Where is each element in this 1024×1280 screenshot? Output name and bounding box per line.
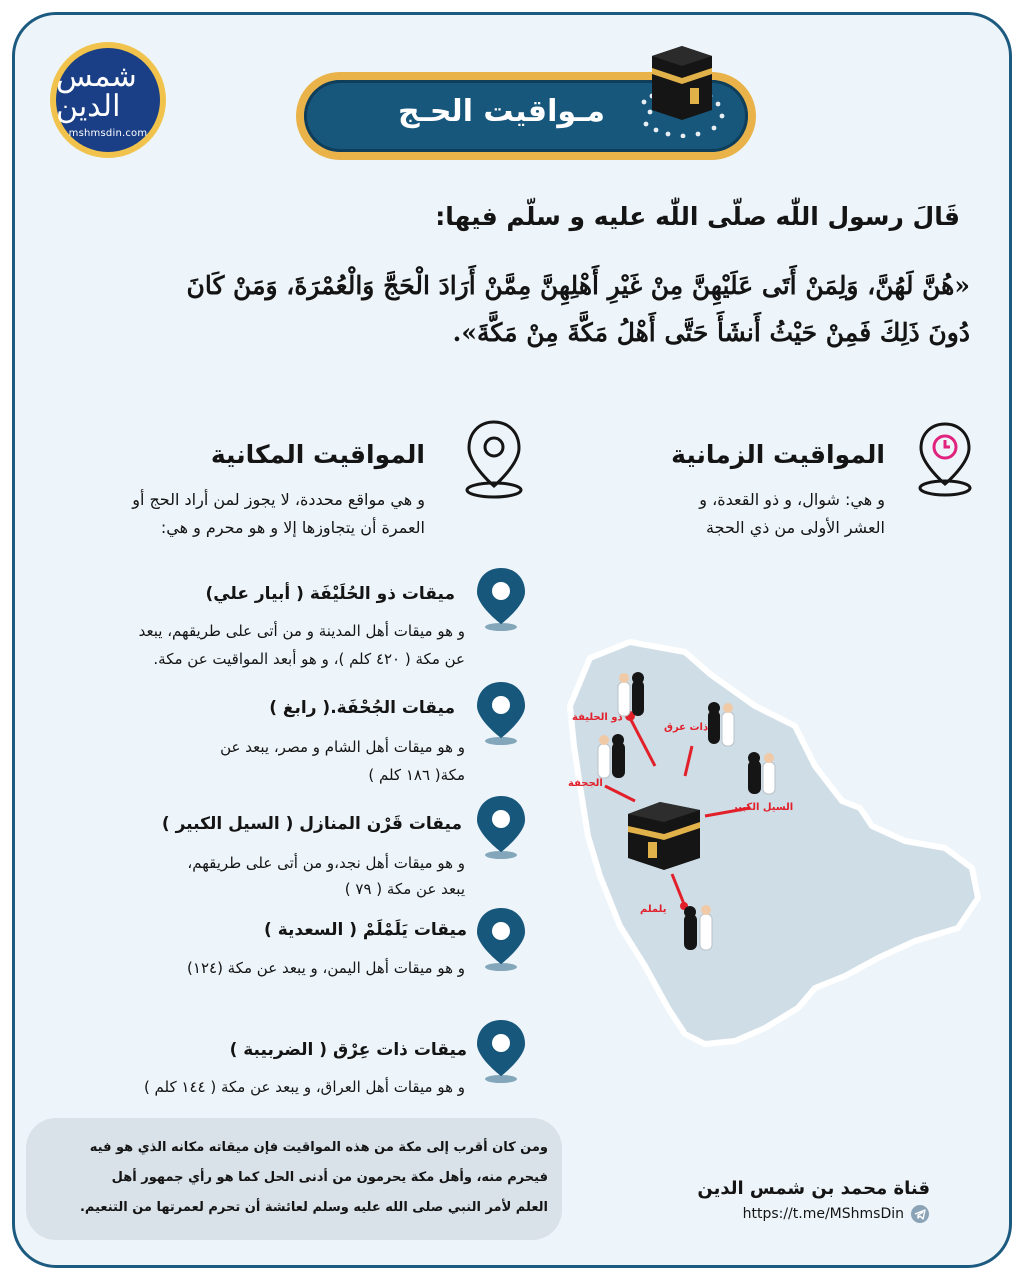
spatial-line-1: و هي مواقع محددة، لا يجوز لمن أراد الحج أو	[132, 490, 425, 509]
miqat-desc: مكة( ١٨٦ كلم )	[368, 766, 465, 784]
miqat-pin-icon	[474, 566, 528, 632]
location-pin-icon	[463, 418, 525, 500]
miqat-desc: عن مكة ( ٤٢٠ كلم )، و هو أبعد المواقيت عن مكة.	[153, 650, 465, 668]
map-label-sayl: السيل الكبير	[732, 802, 794, 813]
telegram-link[interactable]: https://t.me/MShmsDin	[742, 1206, 904, 1222]
telegram-icon	[910, 1204, 930, 1224]
kaaba-icon	[638, 42, 726, 138]
channel-logo	[50, 42, 166, 158]
miqat-title: ميقات قَرْن المنازل ( السيل الكبير )	[161, 814, 462, 834]
telegram-row[interactable]	[650, 1203, 930, 1225]
logo-url: mshmsdin.com	[68, 127, 148, 139]
clock-pin-icon	[916, 420, 974, 498]
map-label-dhul-hulayfah: ذو الحليفة	[572, 712, 623, 723]
miqat-desc: و هو ميقات أهل اليمن، و يبعد عن مكة (١٢٤)	[187, 959, 465, 977]
page-title: مـواقيت الحـج	[397, 94, 605, 129]
hadith-text: «هُنَّ لَهُنَّ، وَلِمَنْ أَتَى عَلَيْهِنَّ مِنْ غَيْرِ أَهْلِهِنَّ مِمَّنْ أَرَادَ الْحَجَّ وَالْعُمْرَةَ، وَمَنْ كَانَ دُونَ ذَلِكَ فَمِنْ حَيْثُ أَنشَأَ حَتَّى أَهْلُ مَكَّةَ مِنْ مَكَّةَ».	[186, 271, 970, 347]
miqat-pin-icon	[474, 794, 528, 860]
map-label-dhat-irq: ذات عرق	[664, 722, 709, 733]
spatial-line-2: العمرة أن يتجاوزها إلا و هو محرم و هي:	[160, 518, 425, 537]
temporal-line-1: و هي: شوال، و ذو القعدة، و	[699, 490, 885, 509]
note-line: العلم لأمر النبي صلى الله عليه وسلم لعائشة أن تحرم لعمرتها من التنعيم.	[79, 1200, 548, 1215]
miqat-desc: و هو ميقات أهل نجد،و من أتى على طريقهم،	[187, 854, 465, 872]
miqat-desc: و هو ميقات أهل العراق، و يبعد عن مكة ( ١٤٤ كلم )	[143, 1078, 465, 1096]
note-line: فيحرم منه، وأهل مكة يحرمون من أدنى الحل كما هو رأي جمهور أهل	[111, 1170, 548, 1185]
miqat-title: ميقات الجُحْفَة.( رابغ )	[269, 698, 455, 718]
miqat-title: ميقات ذات عِرْق ( الضربيبة )	[229, 1040, 467, 1060]
temporal-line-2: العشر الأولى من ذي الحجة	[706, 518, 885, 537]
miqat-desc: يبعد عن مكة ( ٧٩ )	[344, 880, 465, 898]
spatial-title: المواقيت المكانية	[210, 440, 425, 469]
miqat-pin-icon	[474, 1018, 528, 1084]
map-label-juhfah: الجحفة	[568, 778, 603, 789]
miqat-title: ميقات يَلَمْلَمْ ( السعدية )	[264, 920, 467, 940]
note-line: ومن كان أقرب إلى مكة من هذه المواقيت فإن ميقاته مكانه الذي هو فيه	[89, 1140, 548, 1155]
miqat-desc: و هو ميقات أهل المدينة و من أتى على طريقهم، يبعد	[138, 622, 465, 640]
hadith-intro: قَالَ رسول اللّٰه صلّى اللّٰه عليه و سلّم فيها:	[435, 202, 960, 231]
miqat-desc: و هو ميقات أهل الشام و مصر، يبعد عن	[220, 738, 465, 756]
temporal-title: المواقيت الزمانية	[671, 440, 885, 469]
miqat-pin-icon	[474, 906, 528, 972]
channel-name: قناة محمد بن شمس الدين	[697, 1178, 930, 1199]
logo-text: شمس الدين	[56, 58, 137, 124]
map-label-yalamlam: يلملم	[640, 904, 667, 915]
note-text	[40, 1133, 548, 1223]
miqat-title: ميقات ذو الحُلَيْفَة ( أبيار علي)	[205, 584, 455, 604]
saudi-map	[560, 636, 994, 1056]
miqat-pin-icon	[474, 680, 528, 746]
